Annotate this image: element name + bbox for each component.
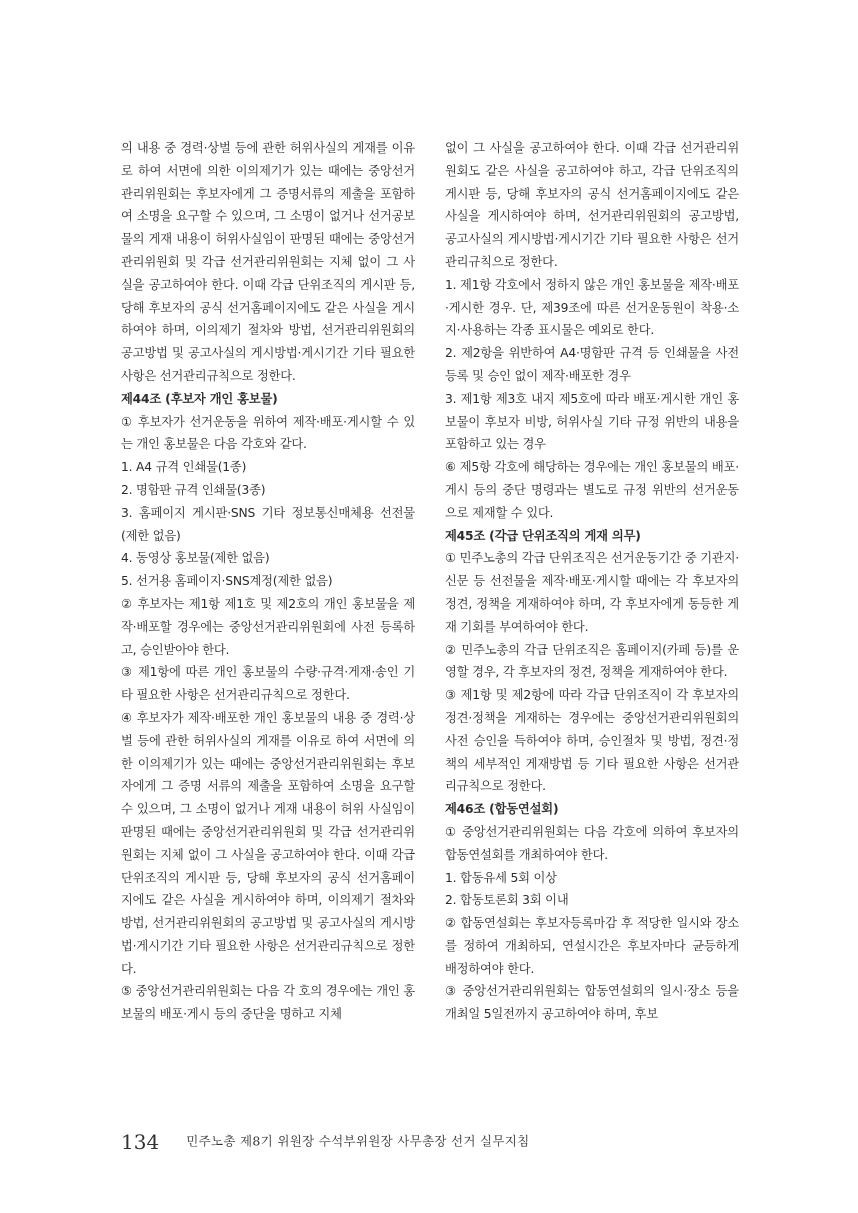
- paragraph: 1. A4 규격 인쇄물(1종): [121, 460, 247, 475]
- paragraph: 2. 합동토론회 3회 이내: [445, 893, 569, 908]
- paragraph: 1. 제1항 각호에서 정하지 않은 개인 홍보물을 제작·배포·게시한 경우. 단, 제39조에 따른 선거운동원이 착용·소지·사용하는 각종 표시물은 예외로 한다.: [445, 277, 739, 338]
- article-heading: 제44조 (후보자 개인 홍보물): [121, 391, 278, 406]
- paragraph: 5. 선거용 홈페이지·SNS계정(제한 없음): [121, 574, 333, 589]
- document-title: 민주노총 제8기 위원장 수석부위원장 사무총장 선거 실무지침: [186, 1133, 530, 1149]
- article-heading: 제45조 (각급 단위조직의 게재 의무): [445, 528, 641, 543]
- left-column: [121, 137, 415, 1077]
- paragraph: ④ 후보자가 제작·배포한 개인 홍보물의 내용 중 경력·상벌 등에 관한 허위사실의 게재를 이유로 하여 서면에 의한 이의제기가 있는 때에는 중앙선거관리위원회는 후보자에게 그 증명 서류의 제출을 포함하여 소명을 요구할 수 있으며, 그 소명이 없거나 게재 내용이 허위 사실임이 판명된 때에는 중앙선거관리위원회 및 각급 선거관리위원회는 지체 없이 그 사실을 공고하여야 한다. 이때 각급 단위조직의 게시판 등, 당해 후보자의 공식 선거홈페이지에도 같은 사실을 게시하여야 하며, 이의제기 절차와 방법, 선거관리위원회의 공고방법 및 공고사실의 게시방법·게시기간 기타 필요한 사항은 선거관리규칙으로 정한다.: [121, 710, 415, 976]
- paragraph: ② 후보자는 제1항 제1호 및 제2호의 개인 홍보물을 제작·배포할 경우에는 중앙선거관리위원회에 사전 등록하고, 승인받아야 한다.: [121, 596, 415, 657]
- page-number: 134: [121, 1129, 160, 1154]
- paragraph: ① 민주노총의 각급 단위조직은 선거운동기간 중 기관지·신문 등 선전물을 제작·배포·게시할 때에는 각 후보자의 정견, 정책을 게재하여야 하며, 각 후보자에게 동등한 게재 기회를 부여하여야 한다.: [445, 551, 739, 634]
- page-footer: [121, 1127, 741, 1155]
- paragraph: 3. 제1항 제3호 내지 제5호에 따라 배포·게시한 개인 홍보물이 후보자 비방, 허위사실 기타 규정 위반의 내용을 포함하고 있는 경우: [445, 391, 739, 452]
- paragraph: ① 후보자가 선거운동을 위하여 제작·배포·게시할 수 있는 개인 홍보물은 다음 각호와 같다.: [121, 414, 415, 452]
- paragraph: 2. 명함판 규격 인쇄물(3종): [121, 482, 266, 497]
- paragraph: ② 민주노총의 각급 단위조직은 홈페이지(카페 등)를 운영할 경우, 각 후보자의 정견, 정책을 게재하여야 한다.: [445, 642, 739, 680]
- paragraph: ③ 제1항 및 제2항에 따라 각급 단위조직이 각 후보자의 정견·정책을 게재하는 경우에는 중앙선거관리위원회의 사전 승인을 득하여야 하며, 승인절차 및 방법, 정견·정책의 세부적인 게재방법 등 기타 필요한 사항은 선거관리규칙으로 정한다.: [445, 688, 739, 794]
- paragraph: ③ 제1항에 따른 개인 홍보물의 수량·규격·게재·송인 기타 필요한 사항은 선거관리규칙으로 정한다.: [121, 665, 415, 703]
- paragraph: ② 합동연설회는 후보자등록마감 후 적당한 일시와 장소를 정하여 개최하되, 연설시간은 후보자마다 균등하게 배정하여야 한다.: [445, 916, 739, 976]
- paragraph: ⑤ 중앙선거관리위원회는 다음 각 호의 경우에는 개인 홍보물의 배포·게시 등의 중단을 명하고 지체: [121, 984, 415, 1022]
- paragraph: 2. 제2항을 위반하여 A4·명함판 규격 등 인쇄물을 사전 등록 및 승인 없이 제작·배포한 경우: [445, 346, 739, 383]
- paragraph: ⑥ 제5항 각호에 해당하는 경우에는 개인 홍보물의 배포·게시 등의 중단 명령과는 별도로 규정 위반의 선거운동으로 제재할 수 있다.: [445, 460, 739, 520]
- article-heading: 제46조 (합동연설회): [445, 802, 559, 817]
- paragraph: ① 중앙선거관리위원회는 다음 각호에 의하여 후보자의 합동연설회를 개최하여야 한다.: [445, 824, 739, 862]
- paragraph: 4. 동영상 홍보물(제한 없음): [121, 551, 270, 566]
- paragraph: ③ 중앙선거관리위원회는 합동연설회의 일시·장소 등을 개최일 5일전까지 공고하여야 하며, 후보: [445, 984, 739, 1022]
- paragraph: 1. 합동유세 5회 이상: [445, 870, 557, 885]
- paragraph: 의 내용 중 경력·상벌 등에 관한 허위사실의 게재를 이유로 하여 서면에 의한 이의제기가 있는 때에는 중앙선거관리위원회는 후보자에게 그 증명서류의 제출을 포함하여 소명을 요구할 수 있으며, 그 소명이 없거나 선거공보물의 게재 내용이 허위사실임이 판명된 때에는 중앙선거관리위원회 및 각급 선거관리위원회는 지체 없이 그 사실을 공고하여야 한다. 이때 각급 단위조직의 게시판 등, 당해 후보자의 공식 선거홈페이지에도 같은 사실을 게시하여야 하며, 이의제기 절차와 방법, 선거관리위원회의 공고방법 및 공고사실의 게시방법·게시기간 기타 필요한 사항은 선거관리규칙으로 정한다.: [121, 141, 415, 383]
- paragraph: 3. 홈페이지 게시판·SNS 기타 정보통신매체용 선전물(제한 없음): [121, 505, 415, 543]
- right-column: [445, 137, 739, 1077]
- paragraph: 없이 그 사실을 공고하여야 한다. 이때 각급 선거관리위원회도 같은 사실을 공고하여야 하고, 각급 단위조직의 게시판 등, 당해 후보자의 공식 선거홈페이지에도 같은 사실을 게시하여야 하며, 선거관리위원회의 공고방법, 공고사실의 게시방법·게시기간 기타 필요한 사항은 선거관리규칙으로 정한다.: [445, 141, 739, 269]
